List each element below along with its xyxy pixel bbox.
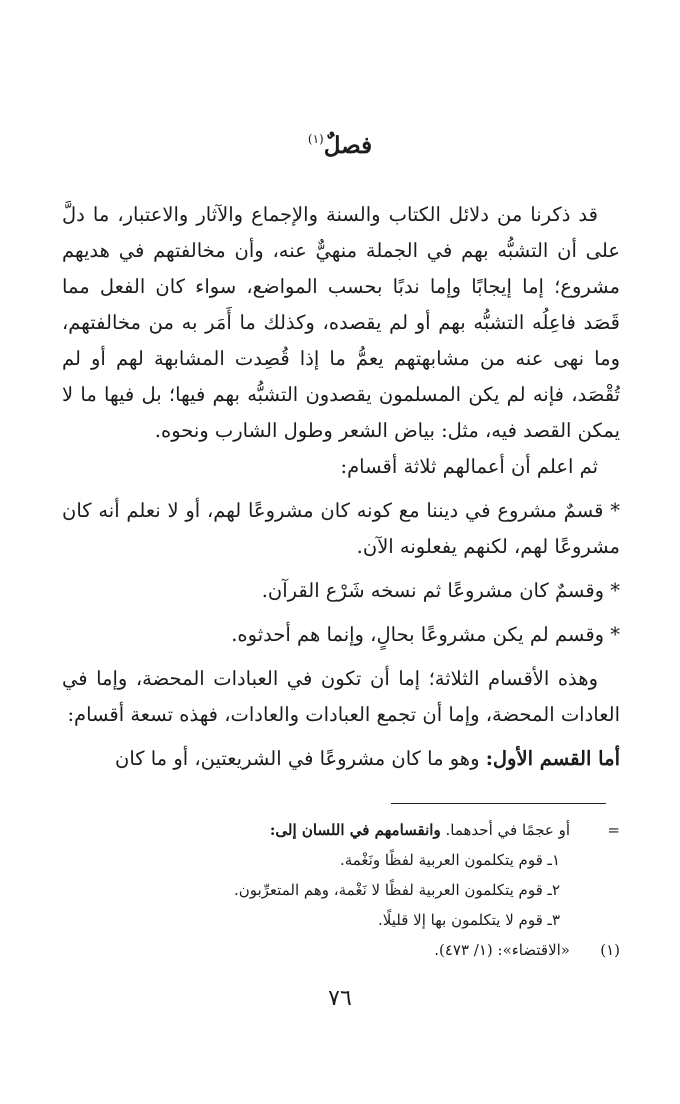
bullet-2: * وقسمٌ كان مشروعًا ثم نسخه شَرْع القرآن. [261, 579, 620, 602]
paragraph-3: وهذه الأقسام الثلاثة؛ إما أن تكون في العبادات المحضة، وإما في العادات المحضة، وإما أن تجمع العبادات والعادات، فهذه تسعة أقسام: [62, 667, 620, 726]
footnote-continuation [60, 815, 620, 845]
paragraph-4-lead: أما القسم الأول: [485, 747, 620, 770]
paragraph-4 [62, 741, 620, 777]
paragraph-4-rest: وهو ما كان مشروعًا في الشريعتين، أو ما كان [115, 747, 486, 770]
paragraph-2: ثم اعلم أن أعمالهم ثلاثة أقسام: [340, 455, 598, 478]
heading-title: فصلٌ [323, 132, 373, 159]
footnote-1 [60, 935, 620, 965]
section-heading [0, 132, 680, 159]
continuation-mark: = [607, 821, 620, 839]
page-number: ٧٦ [328, 986, 352, 1011]
heading-footnote-ref: (١) [307, 132, 324, 146]
footnote-list-item: ١ـ قوم يتكلمون العربية لفظًا ونَغْمة. [339, 851, 560, 869]
main-text [62, 197, 620, 777]
footnote-separator [391, 803, 606, 804]
bullet-1: * قسمٌ مشروع في ديننا مع كونه كان مشروعًا لهم، أو لا نعلم أنه كان مشروعًا لهم، لكنهم يفعلونه الآن. [62, 499, 620, 558]
footnote-1-text: «الاقتضاء»: (١/ ٤٧٣). [434, 941, 570, 959]
continuation-text-a: أو عجمًا في أحدهما. [440, 821, 570, 839]
footnote-1-number: (١) [600, 941, 620, 959]
footnote-list-item: ٢ـ قوم يتكلمون العربية لفظًا لا نَغْمة، وهم المتعرِّبون. [233, 881, 560, 899]
footnotes [60, 815, 620, 965]
bullet-3: * وقسم لم يكن مشروعًا بحالٍ، وإنما هم أحدثوه. [231, 623, 620, 646]
footnote-list-item: ٣ـ قوم لا يتكلمون بها إلا قليلًا. [378, 911, 560, 929]
paragraph-1: قد ذكرنا من دلائل الكتاب والسنة والإجماع والآثار والاعتبار، ما دلَّ على أن التشبُّه بهم في الجملة منهيٌّ عنه، وأن مخالفتهم في هديهم مشروع؛ إما إيجابًا وإما ندبًا بحسب المواضع، سواء كان الفعل مما قَصَد فاعِلُه التشبُّه بهم أو لم يقصده، وكذلك ما أَمَر به من مخالفتهم، وما نهى عنه من مشابهتهم يعمُّ ما إذا قُصِدت المشابهة لهم أو لم تُقْصَد، فإنه لم يكن المسلمون يقصدون التشبُّه بهم فيها؛ بل فيها ما لا يمكن القصد فيه، مثل: بياض الشعر وطول الشارب ونحوه. [62, 203, 620, 442]
continuation-text-b: وانقسامهم في اللسان إلى: [269, 821, 441, 839]
